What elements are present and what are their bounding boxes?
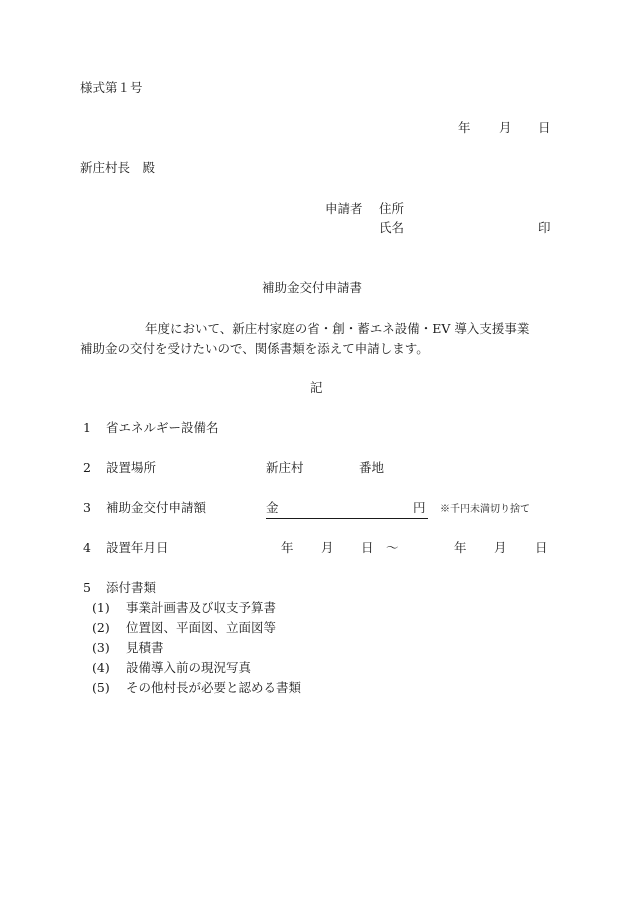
item-5-label: 添付書類 — [106, 580, 157, 595]
item-4-start-year: 年 — [281, 540, 294, 555]
item-3-en: 円 — [413, 500, 426, 515]
item-1-number: 1 — [83, 420, 91, 435]
date-day-label: 日 — [538, 120, 551, 135]
date-month-label: 月 — [499, 120, 512, 135]
form-number: 様式第１号 — [80, 80, 143, 95]
attachment-number: (2) — [92, 620, 110, 635]
attachment-label: 見積書 — [126, 640, 164, 655]
amount-underline — [266, 500, 428, 519]
item-3-note: ※千円未満切り捨て — [440, 504, 530, 515]
attachment-label: 事業計画書及び収支予算書 — [126, 600, 277, 615]
item-3-number: 3 — [83, 500, 91, 515]
item-4-start-day: 日 — [361, 540, 374, 555]
seal-mark: 印 — [538, 220, 551, 235]
applicant-name-label: 氏名 — [379, 220, 405, 235]
addressee: 新庄村長 殿 — [80, 160, 156, 175]
attachment-number: (4) — [92, 660, 110, 675]
body-line-2: 補助金の交付を受けたいので、関係書類を添えて申請します。 — [80, 341, 429, 356]
item-2-number: 2 — [83, 460, 91, 475]
applicant-label: 申請者 — [325, 201, 363, 216]
attachment-label: 設備導入前の現況写真 — [126, 660, 252, 675]
attachment-number: (5) — [92, 680, 110, 695]
item-4-tilde: ～ — [386, 540, 399, 555]
item-4-start-month: 月 — [321, 540, 334, 555]
ki-heading: 記 — [310, 380, 323, 395]
item-3-kin: 金 — [266, 500, 279, 515]
attachment-label: 位置図、平面図、立面図等 — [126, 620, 277, 635]
item-4-label: 設置年月日 — [106, 540, 169, 555]
attachment-number: (1) — [92, 600, 110, 615]
item-4-end-month: 月 — [494, 540, 507, 555]
item-1-label: 省エネルギー設備名 — [106, 420, 219, 435]
item-2-label: 設置場所 — [106, 460, 157, 475]
item-3-label: 補助金交付申請額 — [106, 500, 207, 515]
applicant-address-label: 住所 — [379, 201, 405, 216]
item-4-end-day: 日 — [535, 540, 548, 555]
document-title: 補助金交付申請書 — [262, 280, 363, 295]
attachment-number: (3) — [92, 640, 110, 655]
attachment-label: その他村長が必要と認める書類 — [126, 680, 302, 695]
item-4-end-year: 年 — [454, 540, 467, 555]
item-4-number: 4 — [83, 540, 91, 555]
body-line-1: 年度において、新庄村家庭の省・創・蓄エネ設備・EV 導入支援事業 — [145, 321, 530, 336]
date-year-label: 年 — [458, 120, 471, 135]
item-2-banchi: 番地 — [359, 460, 385, 475]
item-5-number: 5 — [83, 580, 91, 595]
item-2-village: 新庄村 — [266, 460, 304, 475]
